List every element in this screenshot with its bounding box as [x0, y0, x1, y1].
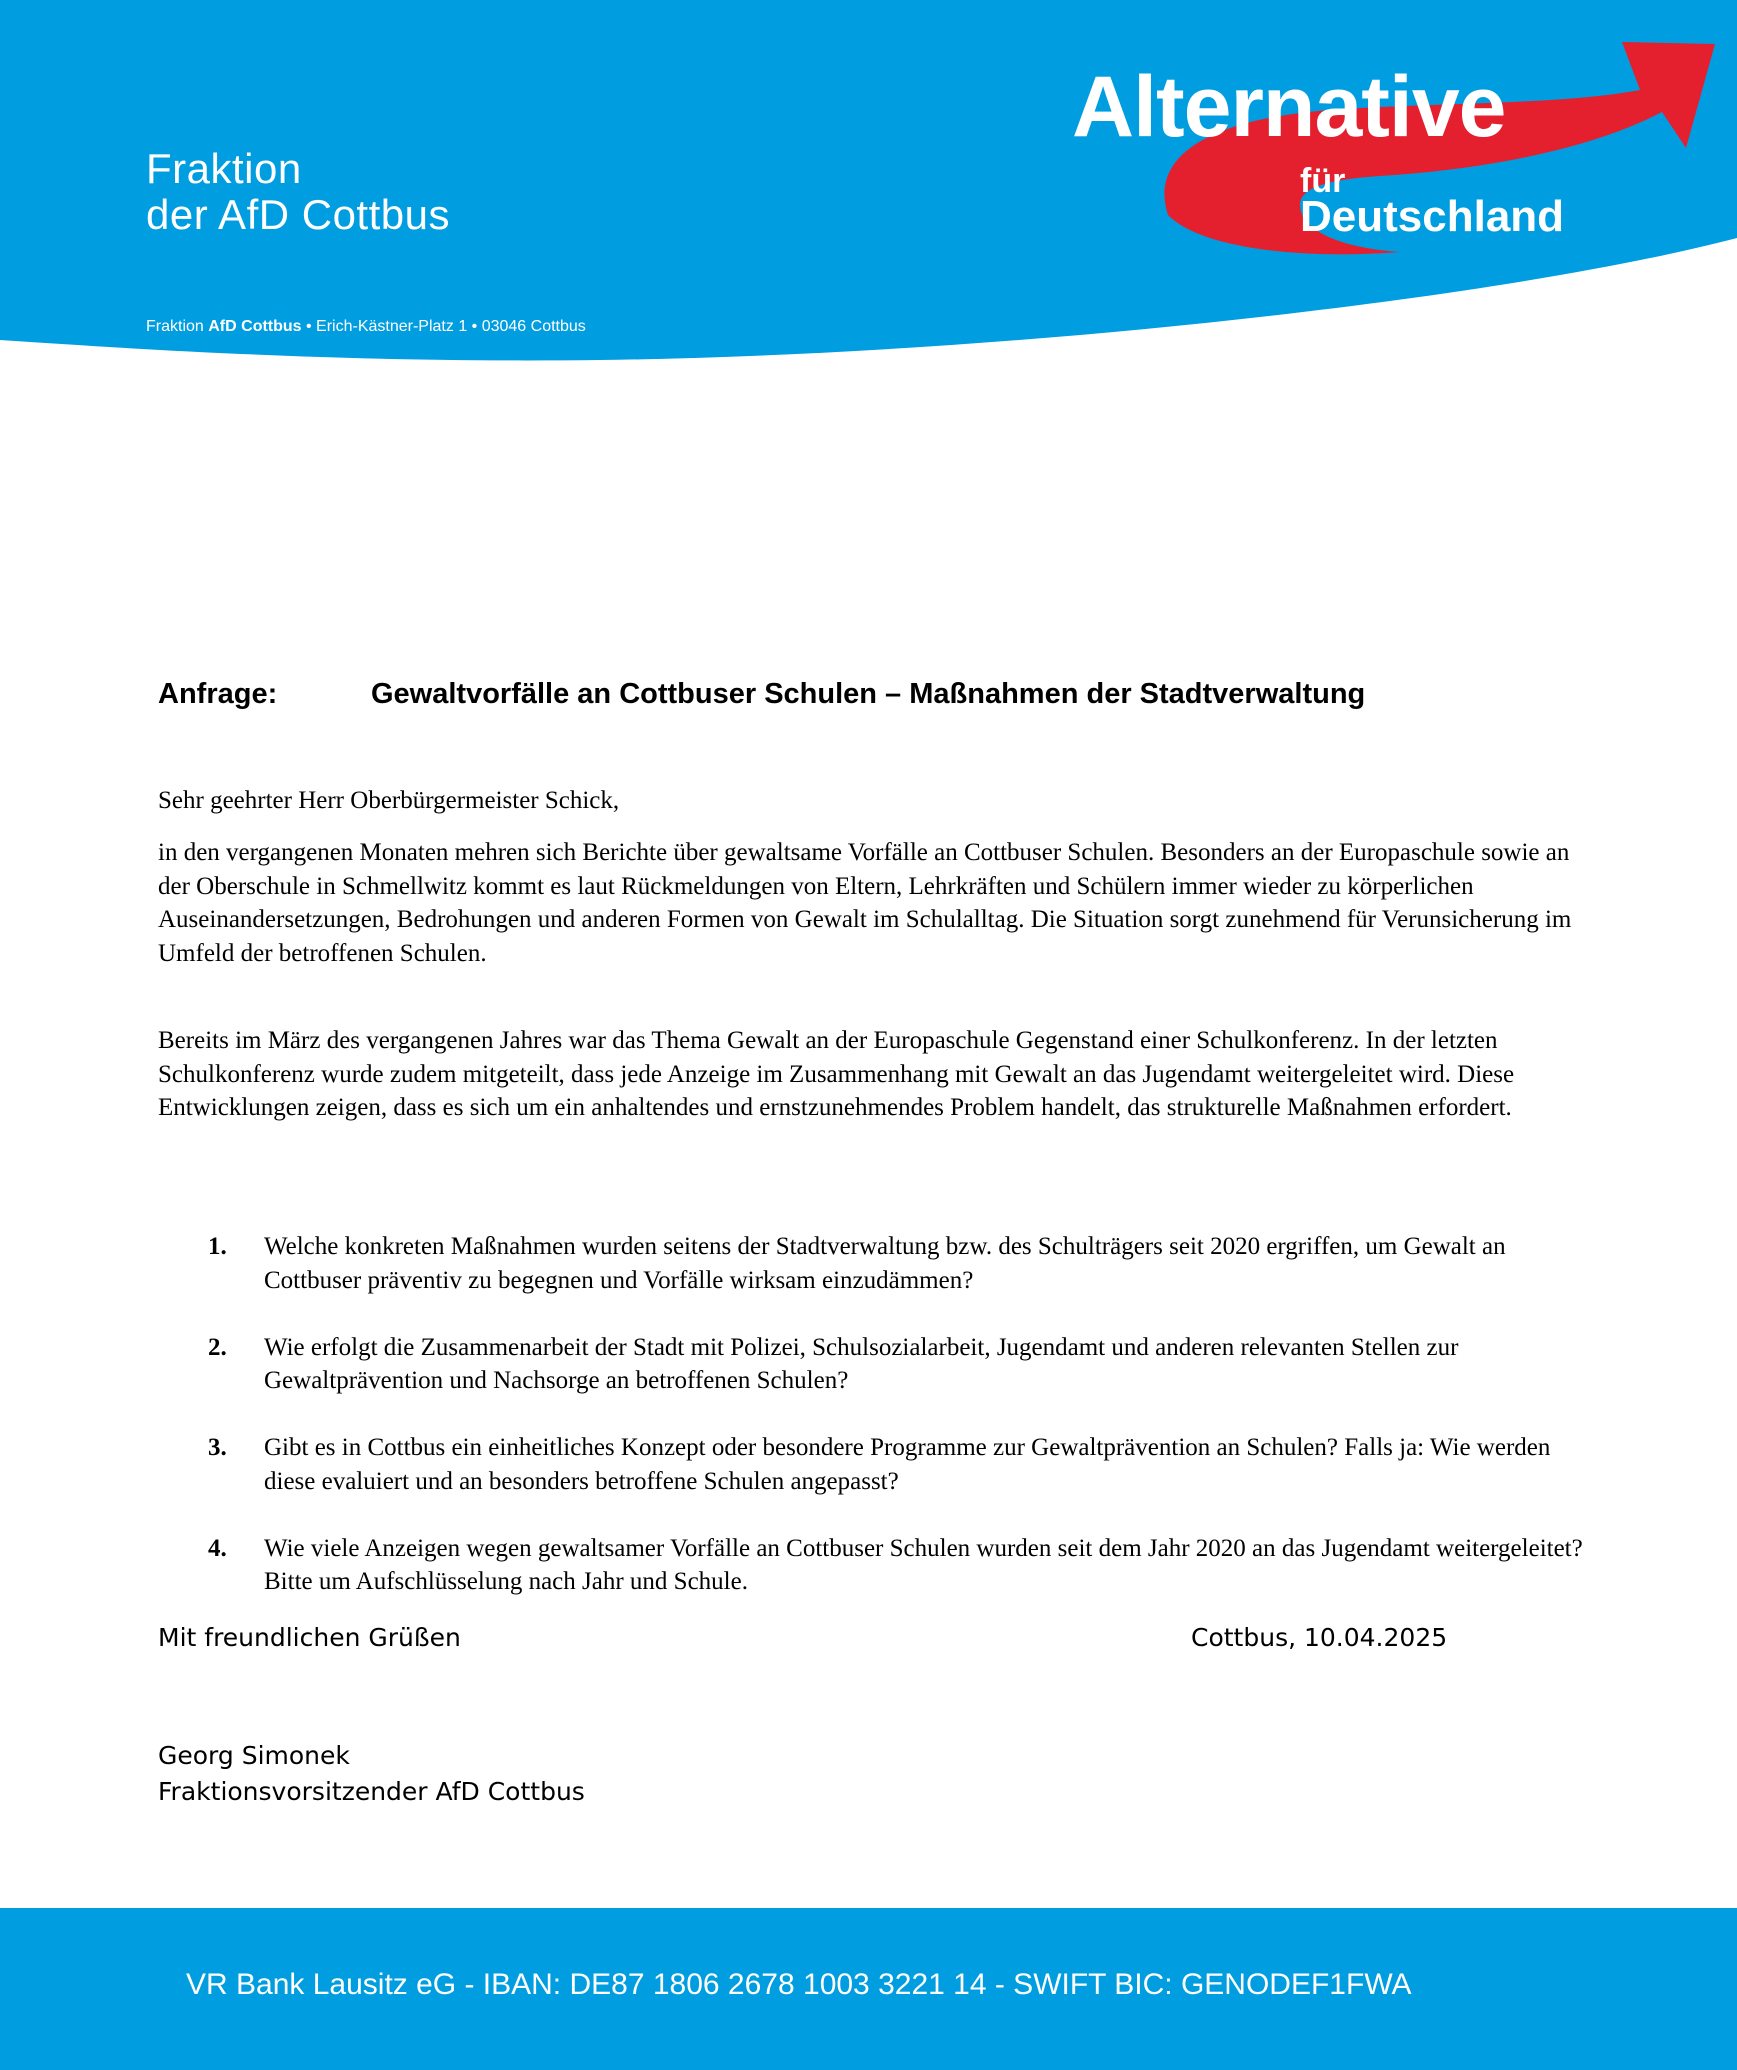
subject-title: Gewaltvorfälle an Cottbuser Schulen – Maßnahmen der Stadtverwaltung [371, 678, 1366, 710]
question-number: 4. [208, 1534, 227, 1562]
sender-address [146, 318, 586, 336]
logo-deutschland: Deutschland [1300, 192, 1565, 241]
question-number: 1. [208, 1233, 227, 1260]
bank-details: VR Bank Lausitz eG - IBAN: DE87 1806 2678 1003 3221 14 - SWIFT BIC: GENODEF1FWA [186, 1968, 1412, 2001]
subject-label: Anfrage: [158, 678, 278, 710]
faction-name [146, 146, 450, 238]
paragraph-intro: in den vergangenen Monaten mehren sich Berichte über gewaltsame Vorfälle an Cottbuser Schulen. Besonders an der Europaschule sowie an der Oberschule in Schmellwitz kommt es laut Rückmeldungen von Eltern, Lehrkräften und Schülern immer wieder zu körperlichen Auseinandersetzungen, Bedrohungen und anderen Formen von Gewalt im Schulalltag. Die Situation sorgt zunehmend für Verunsicherung im Umfeld der betroffenen Schulen. [158, 839, 1572, 967]
question-item [208, 1331, 1588, 1398]
question-text: Gibt es in Cottbus ein einheitliches Konzept oder besondere Programme zur Gewaltprävention an Schulen? Falls ja: Wie werden diese evaluiert und an besonders betroffene Schulen angepasst? [264, 1434, 1551, 1495]
letterhead [0, 0, 1737, 370]
question-list [208, 1230, 1588, 1632]
subject-line [158, 678, 1365, 711]
signature-block [158, 1738, 585, 1810]
signer-title: Fraktionsvorsitzender AfD Cottbus [158, 1777, 585, 1806]
logo-fuer: für [1300, 162, 1346, 200]
logo-alternative: Alternative [1072, 59, 1506, 155]
question-item [208, 1230, 1588, 1297]
question-item [208, 1532, 1588, 1599]
faction-name-line2: der AfD Cottbus [146, 191, 450, 238]
question-text: Wie viele Anzeigen wegen gewaltsamer Vorfälle an Cottbuser Schulen wurden seit dem Jahr 2020 an das Jugendamt weitergeleitet? Bitte um Aufschlüsselung nach Jahr und Schule. [264, 1534, 1583, 1595]
paragraph-background: Bereits im März des vergangenen Jahres war das Thema Gewalt an der Europaschule Gegenstand einer Schulkonferenz. In der letzten Schulkonferenz wurde zudem mitgeteilt, dass jede Anzeige im Zusammenhang mit Gewalt an das Jugendamt weitergeleitet wird. Diese Entwicklungen zeigen, dass es sich um ein anhaltendes und ernstzunehmendes Problem handelt, das strukturelle Maßnahmen erfordert. [158, 1027, 1515, 1121]
question-number: 2. [208, 1333, 227, 1361]
faction-name-line1: Fraktion [146, 145, 302, 192]
address-bold: AfD Cottbus [208, 318, 302, 335]
footer-band [0, 1908, 1737, 2070]
signer-name: Georg Simonek [158, 1741, 350, 1770]
place-date: Cottbus, 10.04.2025 [1191, 1623, 1448, 1652]
closing-greeting: Mit freundlichen Grüßen [158, 1623, 461, 1652]
salutation: Sehr geehrter Herr Oberbürgermeister Schick, [158, 787, 620, 814]
address-prefix: Fraktion [146, 318, 209, 335]
question-number: 3. [208, 1434, 227, 1461]
question-text: Welche konkreten Maßnahmen wurden seitens der Stadtverwaltung bzw. des Schulträgers seit 2020 ergriffen, um Gewalt an Cottbuser präventiv zu begegnen und Vorfälle wirksam einzudämmen? [264, 1233, 1506, 1294]
question-item [208, 1431, 1588, 1498]
question-text: Wie erfolgt die Zusammenarbeit der Stadt mit Polizei, Schulsozialarbeit, Jugendamt und anderen relevanten Stellen zur Gewaltprävention und Nachsorge an betroffenen Schulen? [264, 1333, 1459, 1394]
address-rest: • Erich-Kästner-Platz 1 • 03046 Cottbus [301, 318, 586, 335]
